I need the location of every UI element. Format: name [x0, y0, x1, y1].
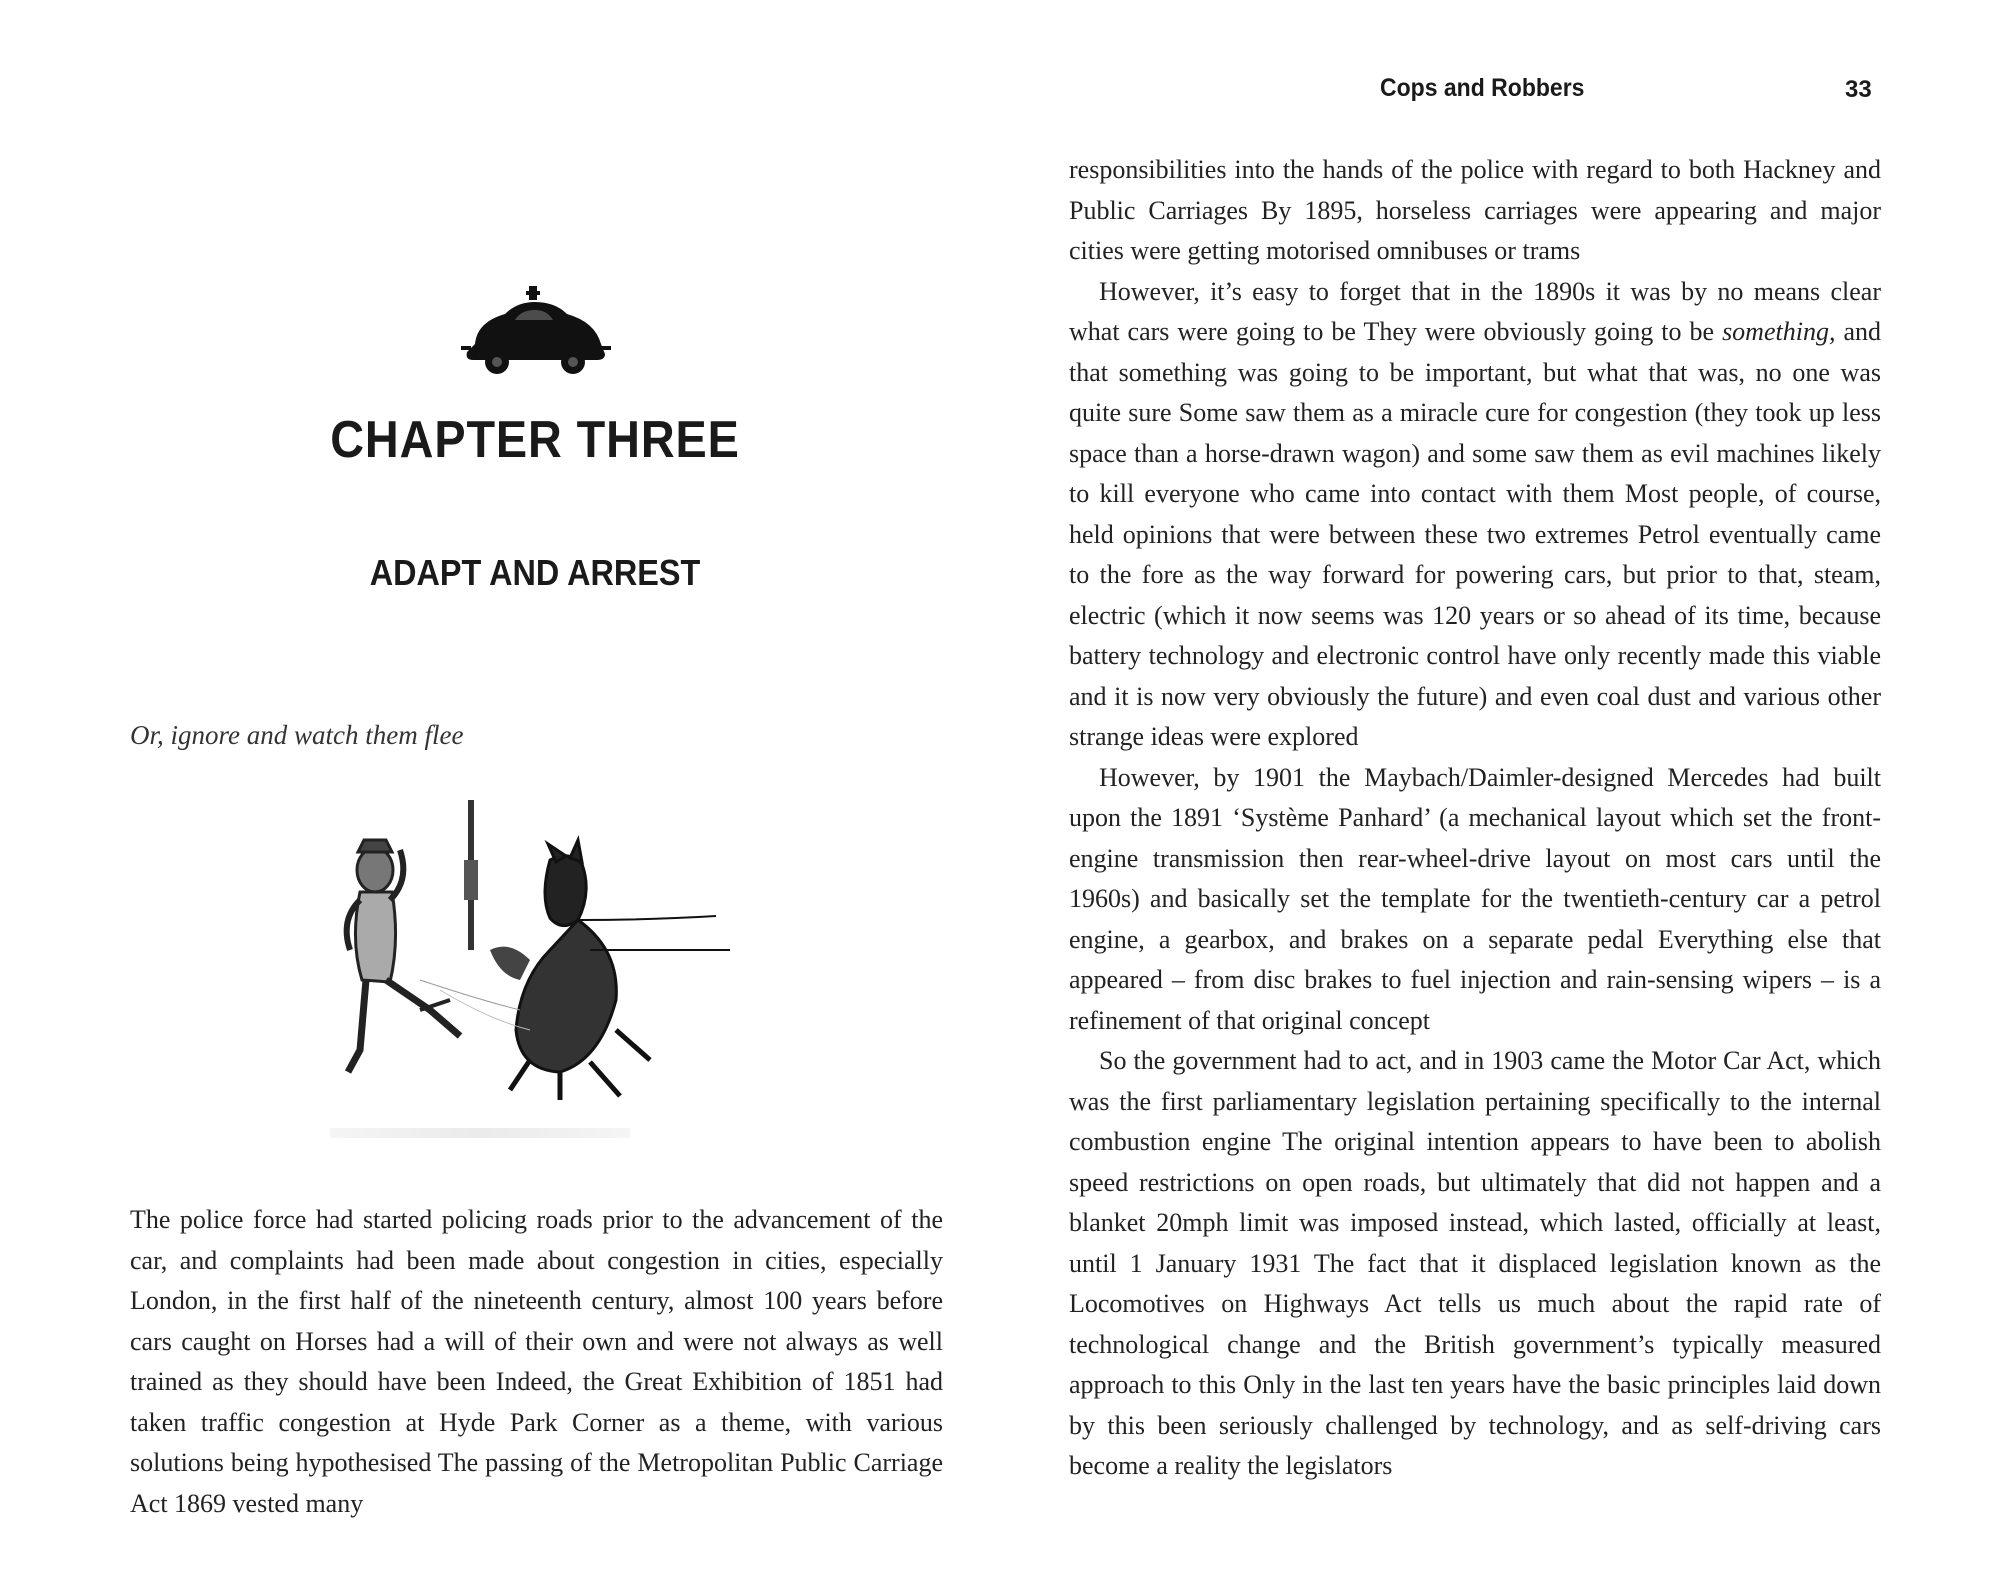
chapter-subtitle: ADAPT AND ARREST	[369, 552, 701, 593]
page-number: 33	[1845, 76, 1872, 103]
paragraph: So the government had to act, and in 1903 came the Motor Car Act, which was the first parliamentary legislation pertaining specifically to the internal combustion engine The original intention appears to have been to abolish speed restrictions on open roads, but ultimately that did not happen and a blanket 20mph limit was imposed instead, which lasted, officially at least, until 1 January 1931 The fact that it displaced legislation known as the Locomotives on Highways Act tells us much about the rapid rate of technological change and the British government’s typically measured approach to this Only in the last ten years have the basic principles laid down by this been seriously challenged by technology, and as self-driving cars become a reality the legislators	[1069, 1046, 1881, 1480]
right-body-text	[1069, 150, 1881, 1487]
paragraph	[1069, 272, 1881, 758]
epigraph: Or, ignore and watch them flee	[130, 720, 464, 750]
emphasis: something,	[1722, 317, 1836, 346]
paragraph: However, by 1901 the Maybach/Daimler-designed Mercedes had built upon the 1891 ‘Système Panhard’ (a mechanical layout which set the front-engine transmission then rear-wheel-drive layout on most cars until the 1960s) and basically set the template for the twentieth-century car a petrol engine, a gearbox, and brakes on a separate pedal Everything else that appeared – from disc brakes to fuel injection and rain-sensing wipers – is a refinement of that original concept	[1069, 762, 1881, 1035]
paragraph-text: and that something was going to be important, but what that was, no one was quite sure Some saw them as a miracle cure for congestion (they took up less space than a horse-drawn wagon) and some saw them as evil machines likely to kill everyone who came into contact with them Most people, of course, held opinions that were between these two extremes Petrol eventually came to the fore as the way forward for powering cars, but prior to that, steam, electric (which it now seems was 120 years or so ahead of its time, because battery technology and electronic control have only recently made this viable and it is now very obviously the future) and even coal dust and various other strange ideas were explored	[1069, 317, 1882, 751]
chapter-title: CHAPTER THREE	[330, 411, 740, 469]
right-page	[1000, 0, 2000, 1578]
police-car-icon	[455, 282, 615, 382]
illustration-caption	[330, 1128, 630, 1138]
running-head: Cops and Robbers	[1380, 74, 1585, 102]
paragraph-text: However, it’s easy to forget that in the 1890s it was by no means clear what cars were going to be They were obviously going to be	[1069, 276, 1881, 346]
paragraph: The police force had started policing roads prior to the advancement of the car, and complaints had been made about congestion in cities, especially London, in the first half of the nineteenth century, almost 100 years before cars caught on Horses had a will of their own and were not always as well trained as they should have been Indeed, the Great Exhibition of 1851 had taken traffic congestion at Hyde Park Corner as a theme, with various solutions being hypothesised The passing of the Metropolitan Public Carriage Act 1869 vested many	[130, 1205, 943, 1518]
police-horse-illustration	[320, 800, 740, 1120]
paragraph: responsibilities into the hands of the police with regard to both Hackney and Public Carriages By 1895, horseless carriages were appearing and major cities were getting motorised omnibuses or trams	[1069, 155, 1881, 265]
left-body-text	[130, 1200, 943, 1524]
